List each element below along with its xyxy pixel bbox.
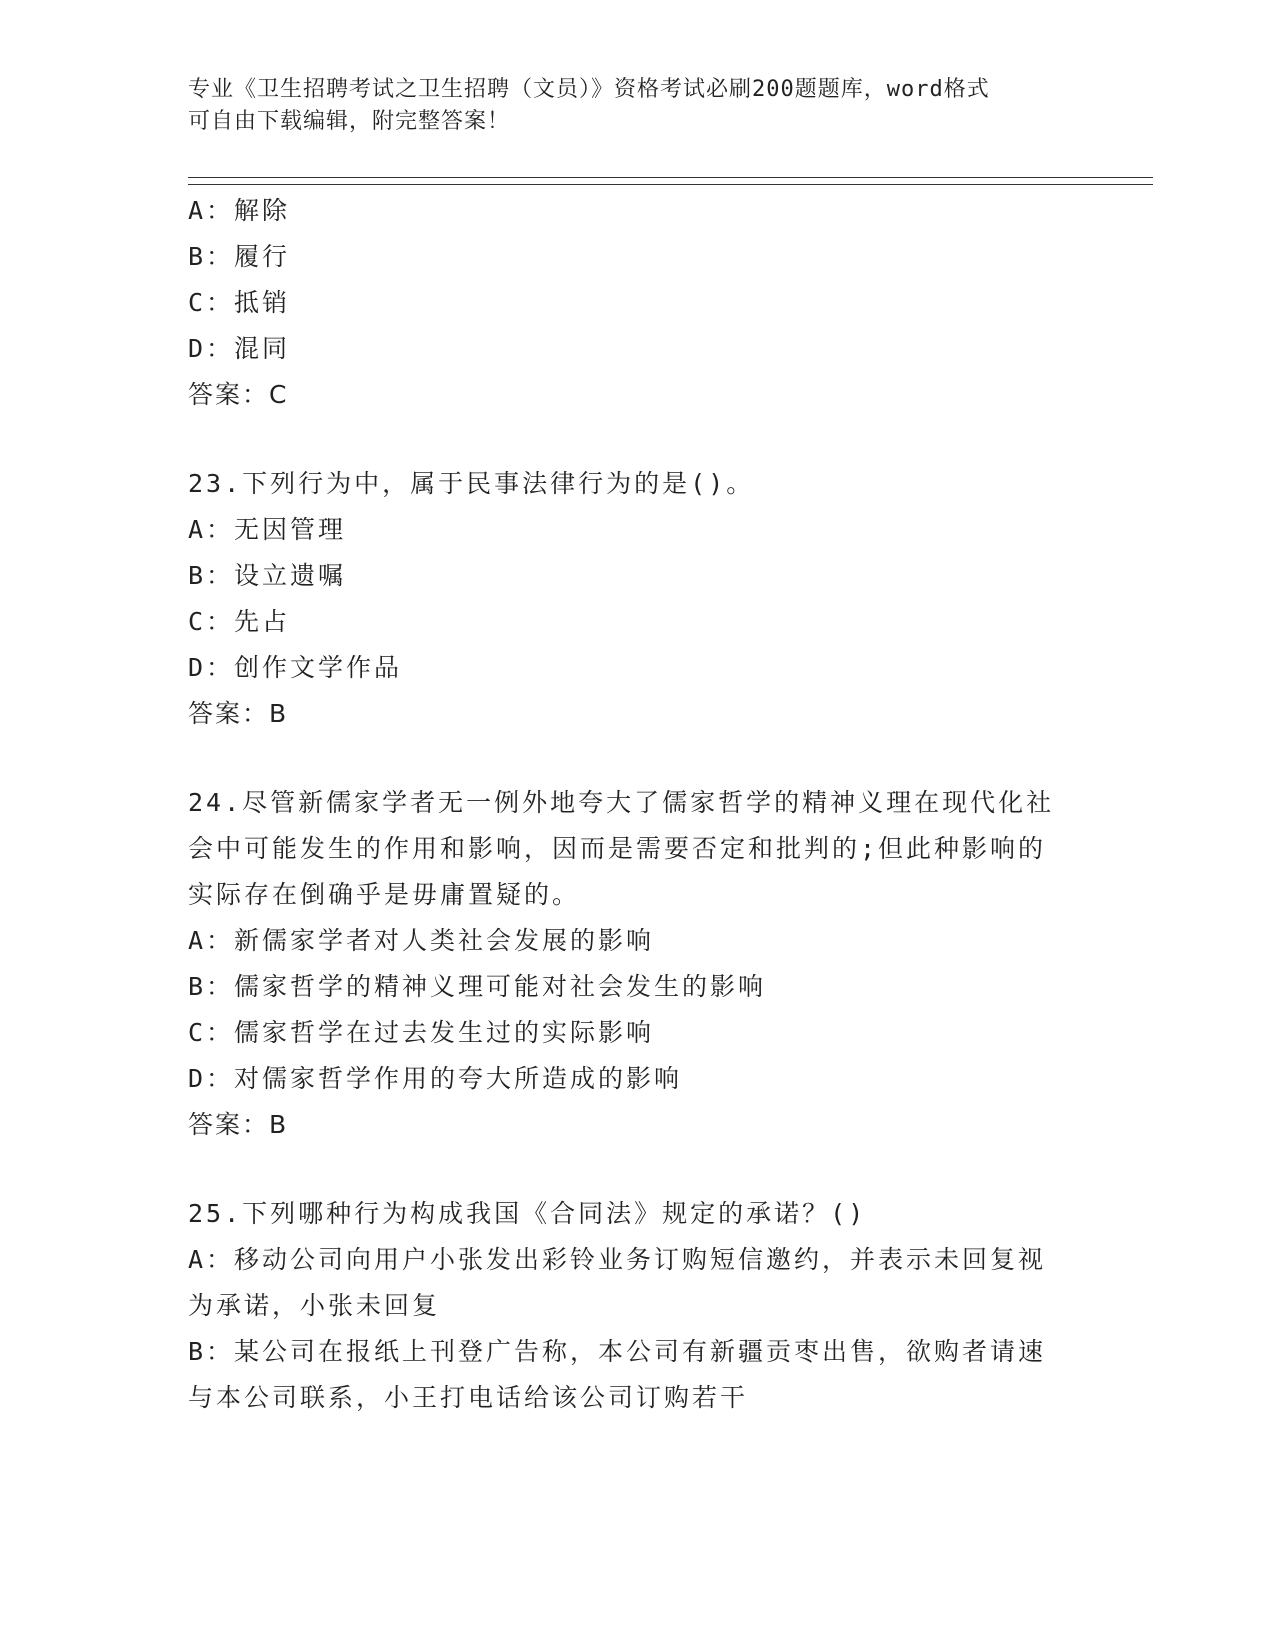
q23-option-a: A：无因管理 <box>188 515 347 544</box>
q23-option-c: C：先占 <box>188 607 291 636</box>
q22-option-b: B：履行 <box>188 242 291 271</box>
q24-question-line-3: 实际存在倒确乎是毋庸置疑的。 <box>188 880 581 909</box>
q24-option-b: B：儒家哲学的精神义理可能对社会发生的影响 <box>188 972 767 1001</box>
q24-question-line-2: 会中可能发生的作用和影响，因而是需要否定和批判的;但此种影响的 <box>188 834 1047 863</box>
header-title-line-2: 可自由下载编辑，附完整答案！ <box>188 109 511 134</box>
spacer <box>188 418 1068 461</box>
q22-option-a: A：解除 <box>188 196 291 225</box>
q22-option-d: D：混同 <box>188 334 291 363</box>
q23-option-d: D：创作文学作品 <box>188 653 403 682</box>
document-header <box>188 74 1068 138</box>
question-23-block <box>188 461 1068 737</box>
q25-option-a-line-1: A：移动公司向用户小张发出彩铃业务订购短信邀约，并表示未回复视 <box>188 1245 1047 1274</box>
q24-option-d: D：对儒家哲学作用的夸大所造成的影响 <box>188 1064 683 1093</box>
q24-option-a: A：新儒家学者对人类社会发展的影响 <box>188 926 655 955</box>
q25-option-b-line-1: B：某公司在报纸上刊登广告称，本公司有新疆贡枣出售，欲购者请速 <box>188 1337 1047 1366</box>
question-24-block <box>188 780 1068 1148</box>
q25-option-b-line-2: 与本公司联系，小王打电话给该公司订购若干 <box>188 1383 749 1412</box>
question-list <box>188 188 1068 1421</box>
header-divider <box>188 177 1153 185</box>
question-25-block <box>188 1191 1068 1421</box>
q25-option-a-line-2: 为承诺，小张未回复 <box>188 1291 441 1320</box>
spacer <box>188 737 1068 780</box>
q22-option-c: C：抵销 <box>188 288 291 317</box>
spacer <box>188 1148 1068 1191</box>
q23-answer: 答案：B <box>188 699 289 728</box>
q24-question-line-1: 24.尽管新儒家学者无一例外地夸大了儒家哲学的精神义理在现代化社 <box>188 788 1055 817</box>
q25-question: 25.下列哪种行为构成我国《合同法》规定的承诺？() <box>188 1199 867 1228</box>
q24-option-c: C：儒家哲学在过去发生过的实际影响 <box>188 1018 655 1047</box>
q22-answer: 答案：C <box>188 380 289 409</box>
question-22-block <box>188 188 1068 418</box>
q23-option-b: B：设立遗嘱 <box>188 561 347 590</box>
header-title-line-1: 专业《卫生招聘考试之卫生招聘（文员）》资格考试必刷200题题库，word格式 <box>188 77 990 102</box>
q23-question: 23.下列行为中，属于民事法律行为的是()。 <box>188 469 755 498</box>
q24-answer: 答案：B <box>188 1110 289 1139</box>
